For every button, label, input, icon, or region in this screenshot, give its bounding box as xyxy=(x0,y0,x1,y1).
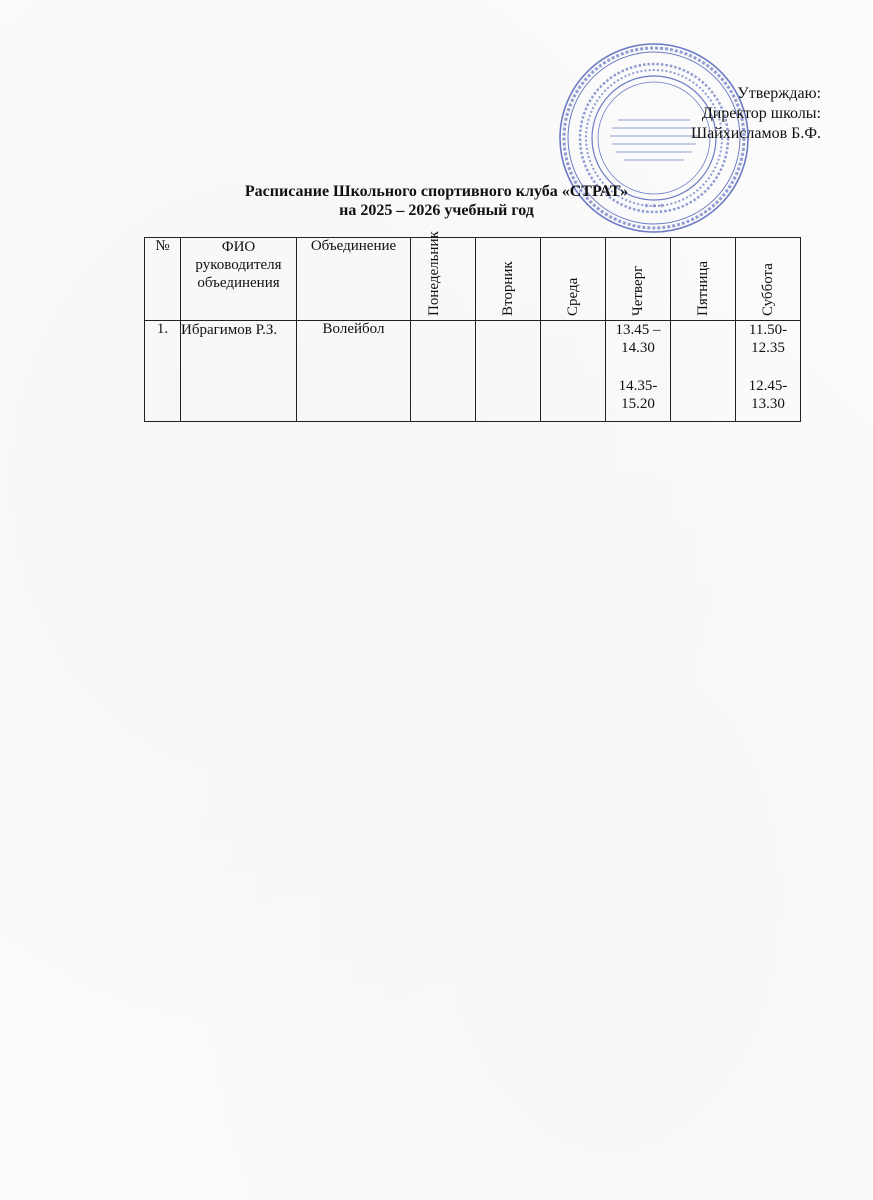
header-friday-label: Пятница xyxy=(695,260,711,316)
approval-signatory: Шайхисламов Б.Ф. xyxy=(690,125,821,142)
row-monday-cell xyxy=(411,321,476,422)
table-header-row xyxy=(145,238,801,321)
row-friday-cell xyxy=(671,321,736,422)
row-thursday-cell xyxy=(606,321,671,422)
header-saturday xyxy=(736,238,801,321)
schedule-table xyxy=(144,231,801,422)
header-tuesday xyxy=(476,238,541,321)
saturday-slot-1: 11.50-12.35 xyxy=(748,322,788,356)
header-monday-label: Понедельник xyxy=(426,231,442,316)
header-union: Объединение xyxy=(297,238,411,321)
row-tuesday-cell xyxy=(476,321,541,422)
header-wednesday xyxy=(541,238,606,321)
header-wednesday-label: Среда xyxy=(565,277,581,316)
row-union: Волейбол xyxy=(297,321,411,422)
approval-block xyxy=(691,84,821,144)
table-row xyxy=(145,321,801,422)
row-saturday-cell xyxy=(736,321,801,422)
thursday-slot-1: 13.45 – 14.30 xyxy=(615,322,661,356)
header-thursday-label: Четверг xyxy=(630,265,646,316)
row-wednesday-cell xyxy=(541,321,606,422)
svg-text:* * *: * * * xyxy=(644,203,664,213)
header-number: № xyxy=(145,238,181,321)
row-number: 1. xyxy=(145,321,181,422)
thursday-slot-2: 14.35-15.20 xyxy=(618,378,658,412)
title-line-2: на 2025 – 2026 учебный год xyxy=(339,202,534,219)
saturday-slot-2: 12.45-13.30 xyxy=(748,378,788,412)
header-saturday-label: Суббота xyxy=(760,263,776,316)
header-tuesday-label: Вторник xyxy=(500,261,516,316)
header-monday xyxy=(411,231,476,321)
header-friday xyxy=(671,238,736,321)
approval-label: Утверждаю: xyxy=(737,85,821,102)
document-title xyxy=(0,182,873,220)
title-line-1: Расписание Школьного спортивного клуба «СТРАТ» xyxy=(244,183,629,200)
header-leader-name: ФИО руководителя объединения xyxy=(181,238,297,321)
approval-position: Директор школы: xyxy=(701,105,821,122)
header-thursday xyxy=(606,238,671,321)
row-leader-name: Ибрагимов Р.З. xyxy=(181,321,297,422)
